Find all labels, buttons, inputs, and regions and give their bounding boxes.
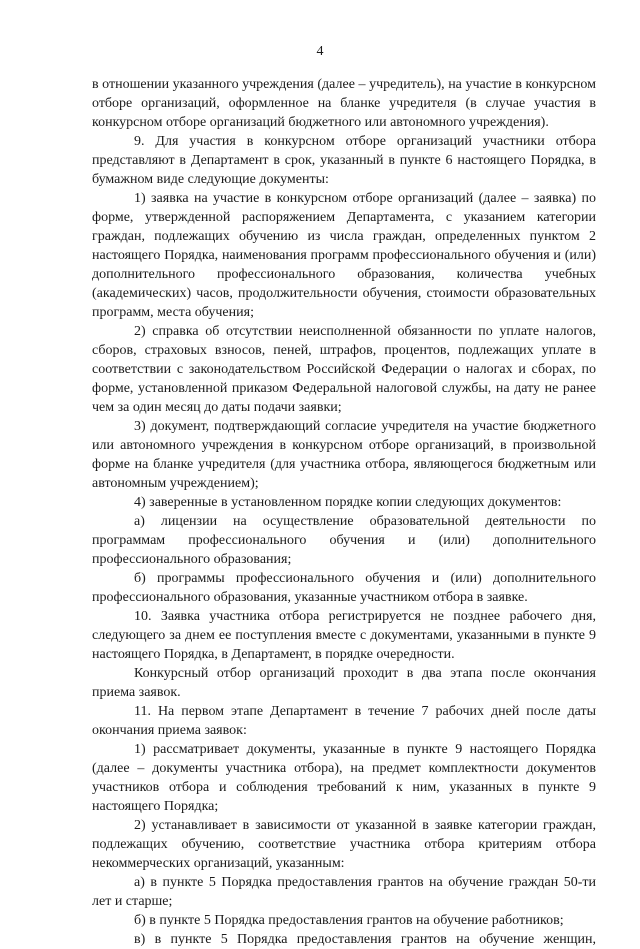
paragraph: 11. На первом этапе Департамент в течение 7 рабочих дней после даты окончания приема заявок: bbox=[92, 704, 596, 738]
paragraph: а) лицензии на осуществление образовательной деятельности по программам профессионального обучения и (или) дополнительного профессионального образования; bbox=[92, 514, 596, 567]
paragraph: 3) документ, подтверждающий согласие учредителя на участие бюджетного или автономного учреждения в конкурсном отборе организаций, в произвольной форме на бланке учредителя (для участника отбора, являющегося бюджетным или автономным учреждением); bbox=[92, 419, 596, 491]
paragraph: Конкурсный отбор организаций проходит в два этапа после окончания приема заявок. bbox=[92, 666, 596, 700]
paragraph: 1) рассматривает документы, указанные в пункте 9 настоящего Порядка (далее – документы участника отбора), на предмет комплектности документов участников отбора и соблюдения требований к ним, указанных в пункте 9 настоящего Порядка; bbox=[92, 742, 596, 814]
paragraph: 4) заверенные в установленном порядке копии следующих документов: bbox=[134, 495, 562, 510]
paragraph: 9. Для участия в конкурсном отборе организаций участники отбора представляют в Департамент в срок, указанный в пункте 6 настоящего Порядка, в бумажном виде следующие документы: bbox=[92, 134, 596, 187]
page-number: 4 bbox=[316, 44, 324, 59]
paragraph: 2) устанавливает в зависимости от указанной в заявке категории граждан, подлежащих обучению, соответствие участника отбора критериям отбора некоммерческих организаций, указанным: bbox=[92, 818, 596, 871]
paragraph: в отношении указанного учреждения (далее – учредитель), на участие в конкурсном отборе организаций, оформленное на бланке учредителя (в случае участия в конкурсном отборе организаций бюджетного или автономного учреждения). bbox=[92, 77, 596, 130]
paragraph: б) в пункте 5 Порядка предоставления грантов на обучение работников; bbox=[134, 913, 564, 928]
paragraph: 10. Заявка участника отбора регистрируется не позднее рабочего дня, следующего за днем ее поступления вместе с документами, указанными в пункте 9 настоящего Порядка, в Департамент, в порядке очередности. bbox=[92, 609, 596, 662]
paragraph: б) программы профессионального обучения и (или) дополнительного профессионального образования, указанные участником отбора в заявке. bbox=[92, 571, 596, 605]
paragraph: а) в пункте 5 Порядка предоставления грантов на обучение граждан 50-ти лет и старше; bbox=[92, 875, 596, 909]
paragraph: в) в пункте 5 Порядка предоставления грантов на обучение женщин, bbox=[134, 932, 596, 947]
paragraph: 2) справка об отсутствии неисполненной обязанности по уплате налогов, сборов, страховых взносов, пеней, штрафов, процентов, подлежащих уплате в соответствии с законодательством Российской Федерации о налогах и сборах, по форме, установленной приказом Федеральной налоговой службы, на дату не ранее чем за один месяц до даты подачи заявки; bbox=[92, 324, 596, 415]
paragraph: 1) заявка на участие в конкурсном отборе организаций (далее – заявка) по форме, утвержденной распоряжением Департамента, с указанием категории граждан, подлежащих обучению из числа граждан, определенных пунктом 2 настоящего Порядка, наименования программ профессионального обучения и (или) дополнительного профессионального образования, количества учебных (академических) часов, продолжительности обучения, стоимости образовательных программ, места обучения; bbox=[92, 191, 596, 320]
document-body bbox=[92, 75, 596, 949]
